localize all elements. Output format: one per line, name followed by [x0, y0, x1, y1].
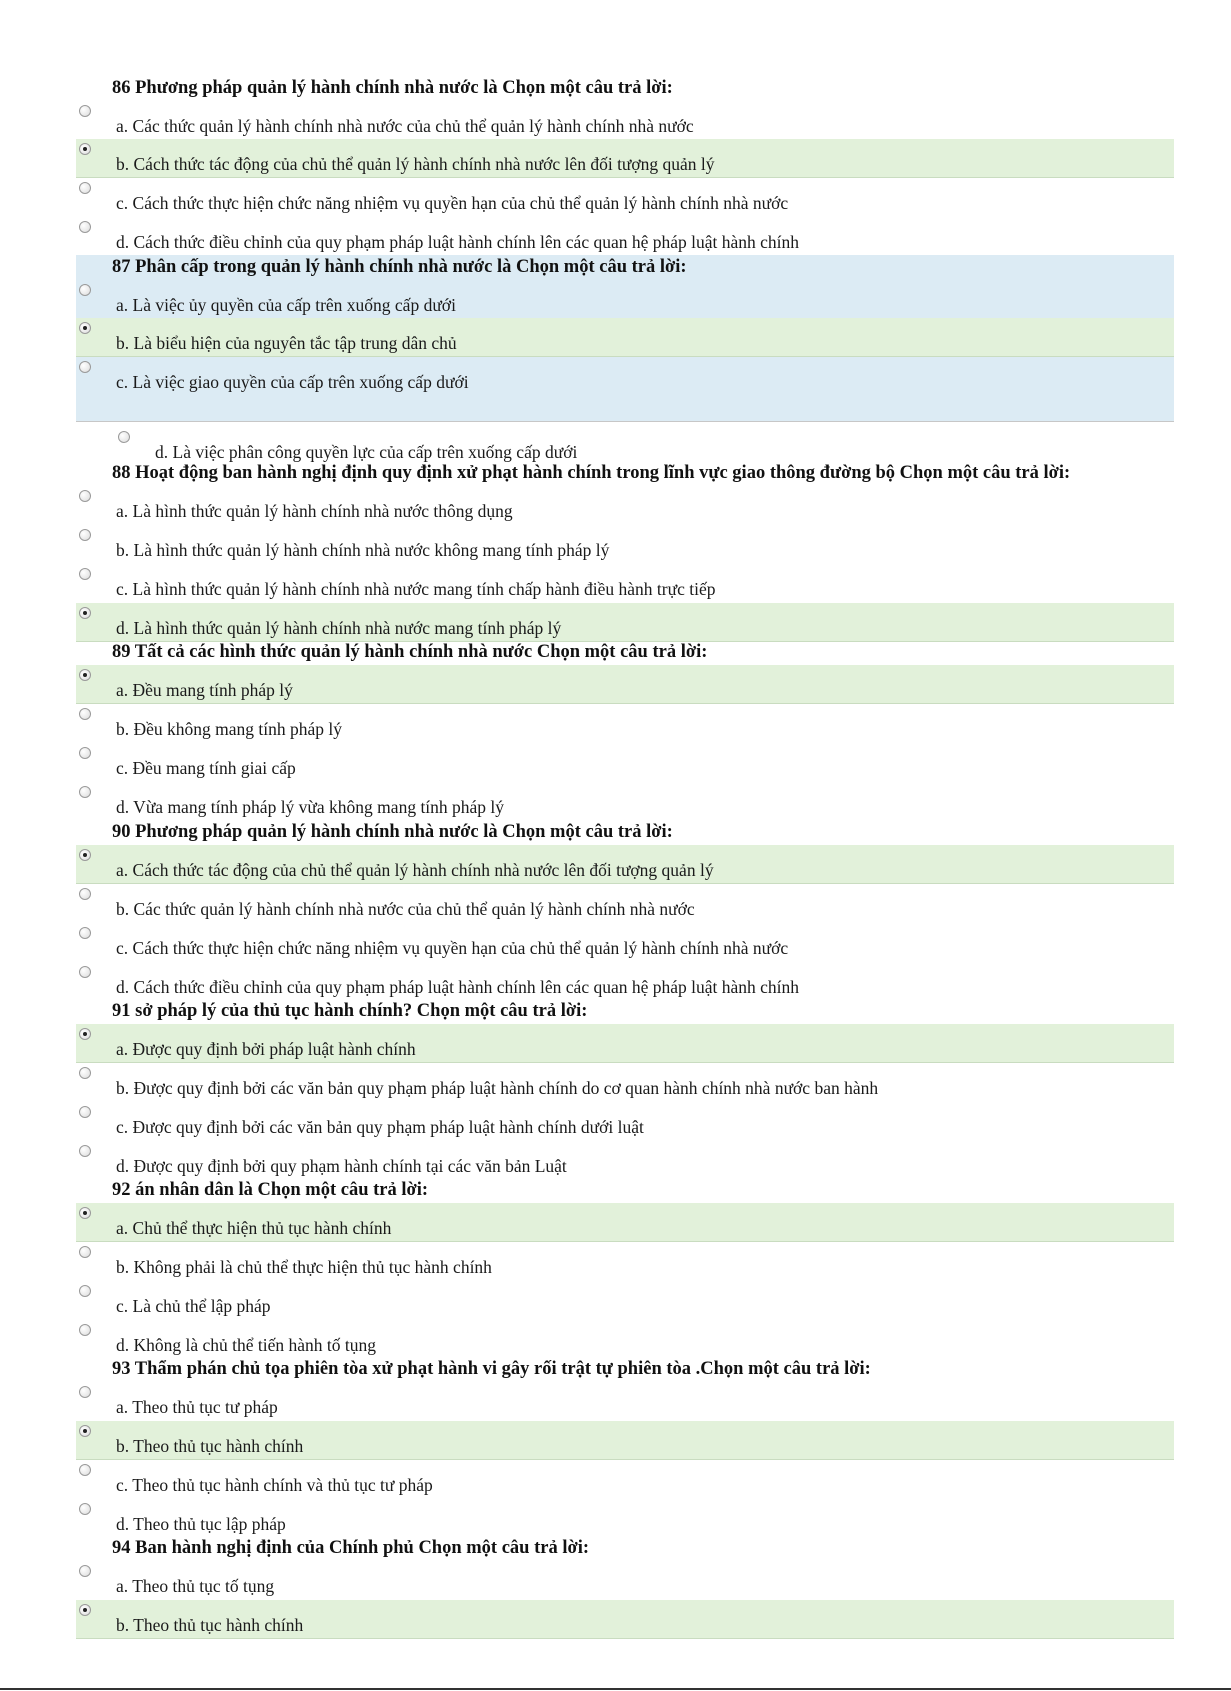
option-label: d. Cách thức điều chỉnh của quy phạm pháp luật hành chính lên các quan hệ pháp luật hành chính [116, 232, 800, 252]
radio-button[interactable] [79, 529, 91, 541]
radio-button[interactable] [79, 1503, 91, 1515]
option-label: d. Là hình thức quản lý hành chính nhà nước mang tính pháp lý [116, 618, 562, 638]
question-89-option-d[interactable] [76, 782, 1174, 820]
radio-button[interactable] [79, 568, 91, 580]
radio-button-selected[interactable] [79, 1207, 91, 1219]
option-label: b. Là biểu hiện của nguyên tắc tập trung dân chủ [116, 333, 457, 353]
option-label: a. Là việc ủy quyền của cấp trên xuống cấp dưới [116, 295, 456, 315]
option-label: b. Theo thủ tục hành chính [116, 1615, 304, 1635]
option-label: c. Cách thức thực hiện chức năng nhiệm vụ quyền hạn của chủ thể quản lý hành chính nhà nước [116, 938, 789, 958]
question-91-title: 91 sở pháp lý của thủ tục hành chính? Chọn một câu trả lời: [112, 1001, 588, 1021]
question-86-option-c[interactable] [76, 178, 1174, 216]
question-90-option-c[interactable] [76, 923, 1174, 961]
question-87-option-b[interactable] [76, 318, 1174, 357]
question-88-option-a[interactable] [76, 486, 1174, 524]
option-label: c. Được quy định bởi các văn bản quy phạm pháp luật hành chính dưới luật [116, 1117, 644, 1137]
question-90-title: 90 Phương pháp quản lý hành chính nhà nước là Chọn một câu trả lời: [112, 822, 673, 842]
question-94-option-b[interactable] [76, 1600, 1174, 1639]
question-87-option-d[interactable] [115, 425, 1115, 463]
question-89-option-c[interactable] [76, 743, 1174, 781]
option-label: d. Là việc phân công quyền lực của cấp trên xuống cấp dưới [155, 442, 578, 462]
option-label: c. Theo thủ tục hành chính và thủ tục tư pháp [116, 1475, 433, 1495]
question-86-title: 86 Phương pháp quản lý hành chính nhà nước là Chọn một câu trả lời: [112, 78, 673, 98]
question-87-option-c[interactable] [76, 357, 1174, 395]
option-label: c. Là chủ thể lập pháp [116, 1296, 271, 1316]
question-89-option-b[interactable] [76, 704, 1174, 742]
option-label: c. Là hình thức quản lý hành chính nhà nước mang tính chấp hành điều hành trực tiếp [116, 579, 716, 599]
option-label: a. Theo thủ tục tư pháp [116, 1397, 278, 1417]
question-93-option-b[interactable] [76, 1421, 1174, 1460]
radio-button-selected[interactable] [79, 607, 91, 619]
option-label: d. Theo thủ tục lập pháp [116, 1514, 286, 1534]
radio-button[interactable] [79, 966, 91, 978]
radio-button[interactable] [79, 284, 91, 296]
question-89-option-a[interactable] [76, 665, 1174, 704]
option-label: a. Chủ thể thực hiện thủ tục hành chính [116, 1218, 392, 1238]
option-label: a. Được quy định bởi pháp luật hành chính [116, 1039, 416, 1059]
radio-button[interactable] [79, 490, 91, 502]
question-94-option-a[interactable] [76, 1561, 1174, 1599]
question-86-option-b[interactable] [76, 139, 1174, 178]
radio-button[interactable] [79, 1464, 91, 1476]
question-91-option-d[interactable] [76, 1141, 1174, 1179]
question-93-option-d[interactable] [76, 1499, 1174, 1537]
radio-button[interactable] [79, 1285, 91, 1297]
option-label: b. Không phải là chủ thể thực hiện thủ tục hành chính [116, 1257, 492, 1277]
radio-button[interactable] [79, 1565, 91, 1577]
page-bottom-border [0, 1688, 1231, 1690]
radio-button[interactable] [79, 1246, 91, 1258]
option-label: b. Cách thức tác động của chủ thể quản lý hành chính nhà nước lên đối tượng quản lý [116, 154, 715, 174]
question-94-title: 94 Ban hành nghị định của Chính phủ Chọn một câu trả lời: [112, 1538, 590, 1558]
option-label: b. Được quy định bởi các văn bản quy phạm pháp luật hành chính do cơ quan hành chính nhà nước ban hành [116, 1078, 879, 1098]
option-label: b. Đều không mang tính pháp lý [116, 719, 343, 739]
radio-button[interactable] [79, 786, 91, 798]
option-label: b. Là hình thức quản lý hành chính nhà nước không mang tính pháp lý [116, 540, 610, 560]
option-label: c. Là việc giao quyền của cấp trên xuống cấp dưới [116, 372, 469, 392]
radio-button-selected[interactable] [79, 1604, 91, 1616]
question-91-option-c[interactable] [76, 1102, 1174, 1140]
radio-button[interactable] [79, 888, 91, 900]
option-label: b. Các thức quản lý hành chính nhà nước của chủ thể quản lý hành chính nhà nước [116, 899, 695, 919]
question-93-option-a[interactable] [76, 1382, 1174, 1420]
option-label: a. Cách thức tác động của chủ thể quản lý hành chính nhà nước lên đối tượng quản lý [116, 860, 714, 880]
question-92-title: 92 án nhân dân là Chọn một câu trả lời: [112, 1180, 429, 1200]
radio-button[interactable] [79, 1067, 91, 1079]
question-89-title: 89 Tất cả các hình thức quản lý hành chính nhà nước Chọn một câu trả lời: [112, 642, 708, 662]
question-86-option-a[interactable] [76, 101, 1174, 139]
option-label: a. Các thức quản lý hành chính nhà nước của chủ thể quản lý hành chính nhà nước [116, 116, 694, 136]
question-88-option-c[interactable] [76, 564, 1174, 602]
question-90-option-d[interactable] [76, 962, 1174, 1000]
radio-button[interactable] [79, 105, 91, 117]
radio-button[interactable] [79, 747, 91, 759]
option-label: b. Theo thủ tục hành chính [116, 1436, 304, 1456]
radio-button[interactable] [79, 361, 91, 373]
radio-button-selected[interactable] [79, 143, 91, 155]
radio-button[interactable] [79, 1145, 91, 1157]
radio-button-selected[interactable] [79, 1425, 91, 1437]
question-92-option-b[interactable] [76, 1242, 1174, 1280]
option-label: a. Là hình thức quản lý hành chính nhà nước thông dụng [116, 501, 513, 521]
radio-button-selected[interactable] [79, 849, 91, 861]
question-91-option-a[interactable] [76, 1024, 1174, 1063]
radio-button[interactable] [118, 431, 130, 443]
radio-button[interactable] [79, 927, 91, 939]
radio-button-selected[interactable] [79, 669, 91, 681]
question-92-option-a[interactable] [76, 1203, 1174, 1242]
question-92-option-d[interactable] [76, 1320, 1174, 1358]
question-87-title: 87 Phân cấp trong quản lý hành chính nhà nước là Chọn một câu trả lời: [112, 257, 687, 277]
question-88-title: 88 Hoạt động ban hành nghị định quy định xử phạt hành chính trong lĩnh vực giao thông đường bộ Chọn một câu trả lời: [112, 463, 1071, 483]
option-label: d. Vừa mang tính pháp lý vừa không mang tính pháp lý [116, 797, 505, 817]
question-90-option-a[interactable] [76, 845, 1174, 884]
radio-button[interactable] [79, 1106, 91, 1118]
option-label: d. Được quy định bởi quy phạm hành chính tại các văn bản Luật [116, 1156, 567, 1176]
question-93-option-c[interactable] [76, 1460, 1174, 1498]
question-88-option-d[interactable] [76, 603, 1174, 642]
radio-button-selected[interactable] [79, 322, 91, 334]
radio-button[interactable] [79, 182, 91, 194]
option-label: d. Không là chủ thể tiến hành tố tụng [116, 1335, 377, 1355]
option-label: d. Cách thức điều chỉnh của quy phạm pháp luật hành chính lên các quan hệ pháp luật hành chính [116, 977, 800, 997]
radio-button[interactable] [79, 1386, 91, 1398]
option-label: c. Đều mang tính giai cấp [116, 758, 296, 778]
radio-button[interactable] [79, 1324, 91, 1336]
option-label: a. Theo thủ tục tố tụng [116, 1576, 275, 1596]
option-label: a. Đều mang tính pháp lý [116, 680, 293, 700]
question-93-title: 93 Thẩm phán chủ tọa phiên tòa xử phạt hành vi gây rối trật tự phiên tòa .Chọn một câu trả lời: [112, 1359, 871, 1379]
radio-button[interactable] [79, 221, 91, 233]
option-label: c. Cách thức thực hiện chức năng nhiệm vụ quyền hạn của chủ thể quản lý hành chính nhà nước [116, 193, 789, 213]
question-91-option-b[interactable] [76, 1063, 1174, 1101]
question-92-option-c[interactable] [76, 1281, 1174, 1319]
question-88-option-b[interactable] [76, 525, 1174, 563]
radio-button-selected[interactable] [79, 1028, 91, 1040]
question-86-option-d[interactable] [76, 217, 1174, 255]
question-90-option-b[interactable] [76, 884, 1174, 922]
divider [76, 421, 1174, 422]
radio-button[interactable] [79, 708, 91, 720]
question-87-option-a[interactable] [76, 280, 1174, 318]
